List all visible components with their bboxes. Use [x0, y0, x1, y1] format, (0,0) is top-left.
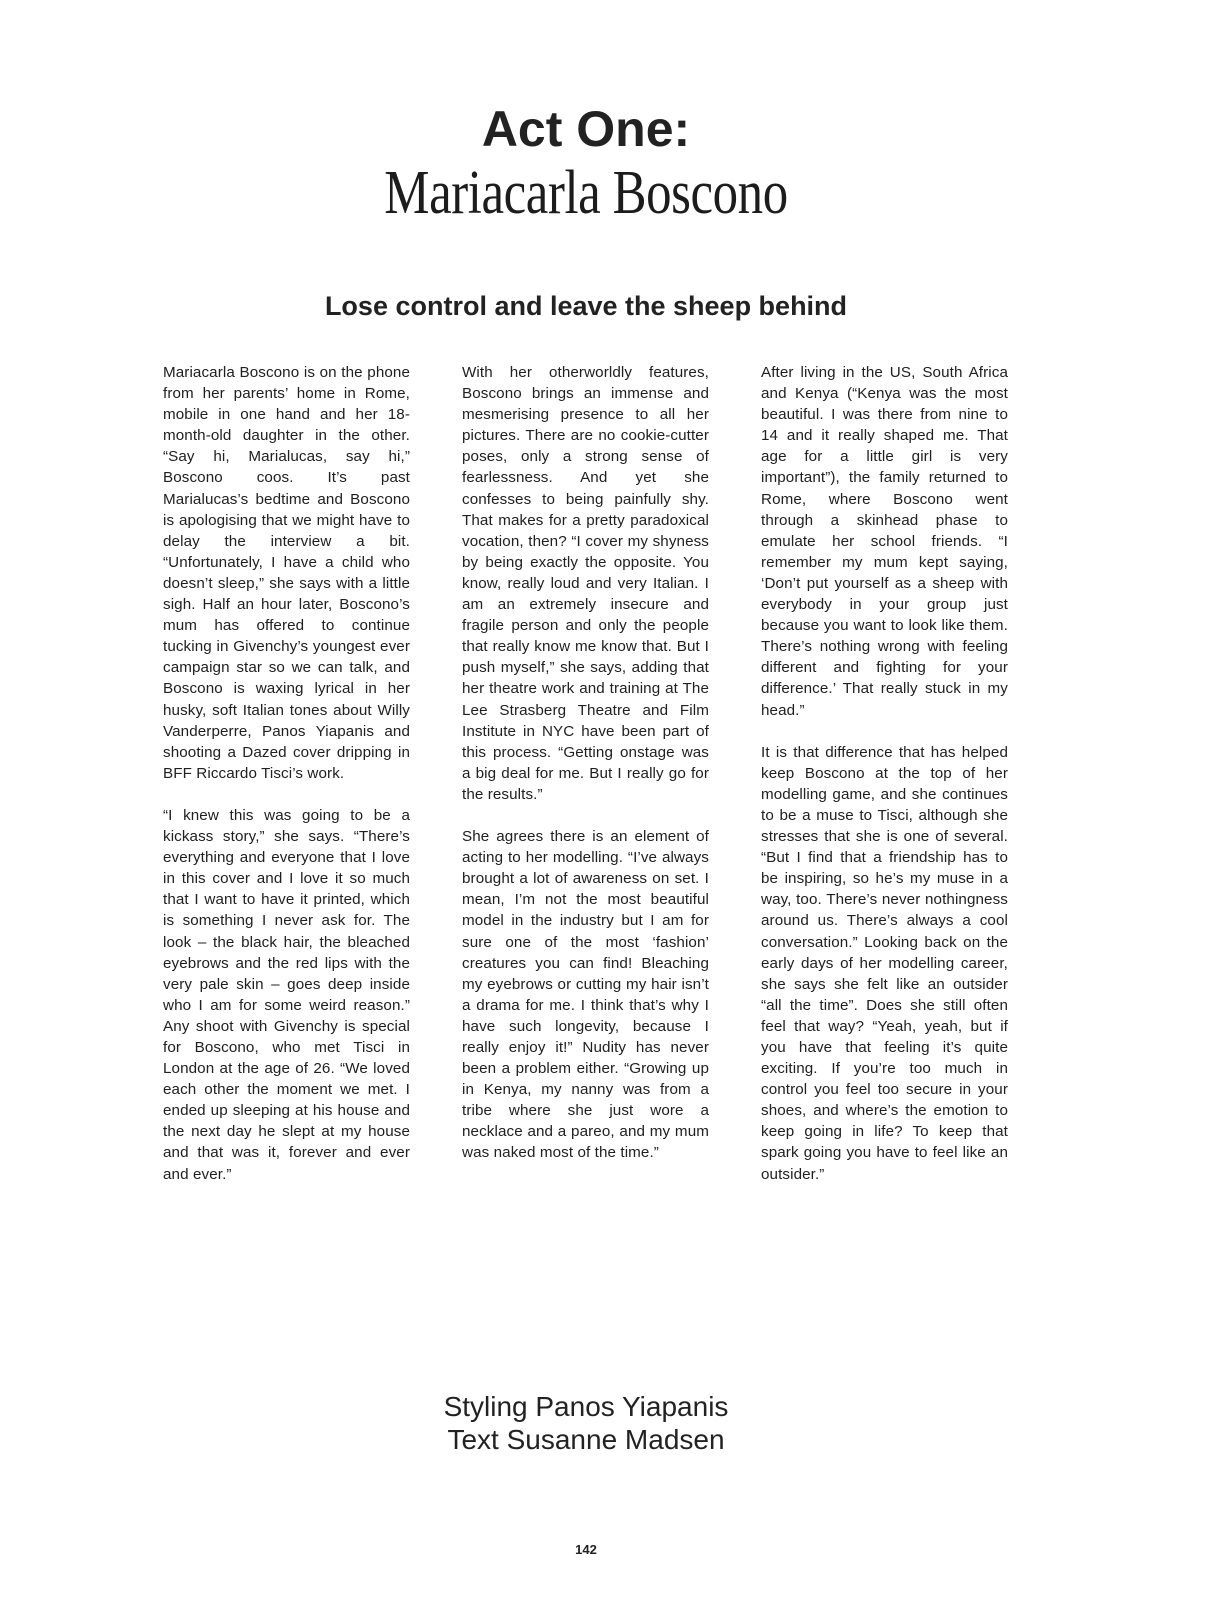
styling-credit: Styling Panos Yiapanis: [443, 1391, 729, 1422]
article-title: [0, 96, 1172, 227]
paragraph: With her otherworldly features, Boscono brings an immense and mesmerising presence to all her pictures. There are no cookie-cutter poses, only a strong sense of fearlessness. And yet she confesses to being painfully shy. That makes for a pretty paradoxical vocation, then? “I cover my shyness by being exactly the opposite. You know, really loud and very Italian. I am an extremely insecure and fragile person and only the people that really know me know that. But I push myself,” she says, adding that her theatre work and training at The Lee Strasberg Theatre and Film Institute in NYC have been part of this process. “Getting onstage was a big deal for me. But I really go for the results.”: [462, 364, 709, 803]
paragraph: It is that difference that has helped keep Boscono at the top of her modelling game, and she continues to be a muse to Tisci, although she stresses that she is one of several. “But I find that a friendship has to be inspiring, so he’s my muse in a way, too. There’s never nothingness around us. There’s always a cool conversation.” Looking back on the early days of her modelling career, she says she felt like an outsider “all the time”. Does she still often feel that way? “Yeah, yeah, but if you have that feeling it’s quite exciting. If you’re too much in control you feel too secure in your shoes, and where’s the emotion to keep going in life? To keep that spark going you have to feel like an outsider.”: [761, 743, 1008, 1183]
paragraph: “I knew this was going to be a kickass story,” she says. “There’s everything and everyone that I love in this cover and I love it so much that I want to have it printed, which is something I never ask for. The look – the black hair, the bleached eyebrows and the red lips with the very pale skin – goes deep inside who I am for some weird reason.” Any shoot with Givenchy is special for Boscono, who met Tisci in London at the age of 26. “We loved each other the moment we met. I ended up sleeping at his house and the next day he slept at my house and that was it, forever and ever and ever.”: [163, 806, 410, 1183]
article-subheading: Lose control and leave the sheep behind: [324, 291, 848, 321]
article-credits: [0, 1390, 1172, 1456]
title-act-label: Act One:: [481, 101, 691, 157]
text-column-1: [163, 362, 410, 1206]
title-model-name: Mariacarla Boscono: [384, 159, 788, 227]
text-credit: Text Susanne Madsen: [447, 1424, 725, 1455]
text-column-3: [761, 362, 1008, 1206]
paragraph: She agrees there is an element of acting to her modelling. “I’ve always brought a lot of awareness on set. I mean, I’m not the most beautiful model in the industry but I am for sure one of the most ‘fashion’ creatures you can find! Bleaching my eyebrows or cutting my hair isn’t a drama for me. I think that’s why I have such longevity, because I really enjoy it!” Nudity has never been a problem either. “Growing up in Kenya, my nanny was from a tribe where she just wore a necklace and a pareo, and my mum was naked most of the time.”: [462, 828, 709, 1162]
text-column-2: [462, 362, 709, 1185]
paragraph: After living in the US, South Africa and Kenya (“Kenya was the most beautiful. I was there from nine to 14 and it really shaped me. That age for a little girl is very important”), the family returned to Rome, where Boscono went through a skinhead phase to emulate her school friends. “I remember my mum kept saying, ‘Don’t put yourself as a sheep with everybody in your group just because you want to look like them. There’s nothing wrong with feeling different and fighting for your difference.’ That really stuck in my head.”: [761, 364, 1008, 719]
paragraph: Mariacarla Boscono is on the phone from her parents’ home in Rome, mobile in one hand and her 18-month-old daughter in the other. “Say hi, Marialucas, say hi,” Boscono coos. It’s past Marialucas’s bedtime and Boscono is apologising that we might have to delay the interview a bit. “Unfortunately, I have a child who doesn’t sleep,” she says with a little sigh. Half an hour later, Boscono’s mum has offered to continue tucking in Givenchy’s youngest ever campaign star so we can talk, and Boscono is waxing lyrical in her husky, soft Italian tones about Willy Vanderperre, Panos Yiapanis and shooting a Dazed cover dripping in BFF Riccardo Tisci’s work.: [163, 364, 410, 782]
page-number: 142: [575, 1542, 597, 1557]
